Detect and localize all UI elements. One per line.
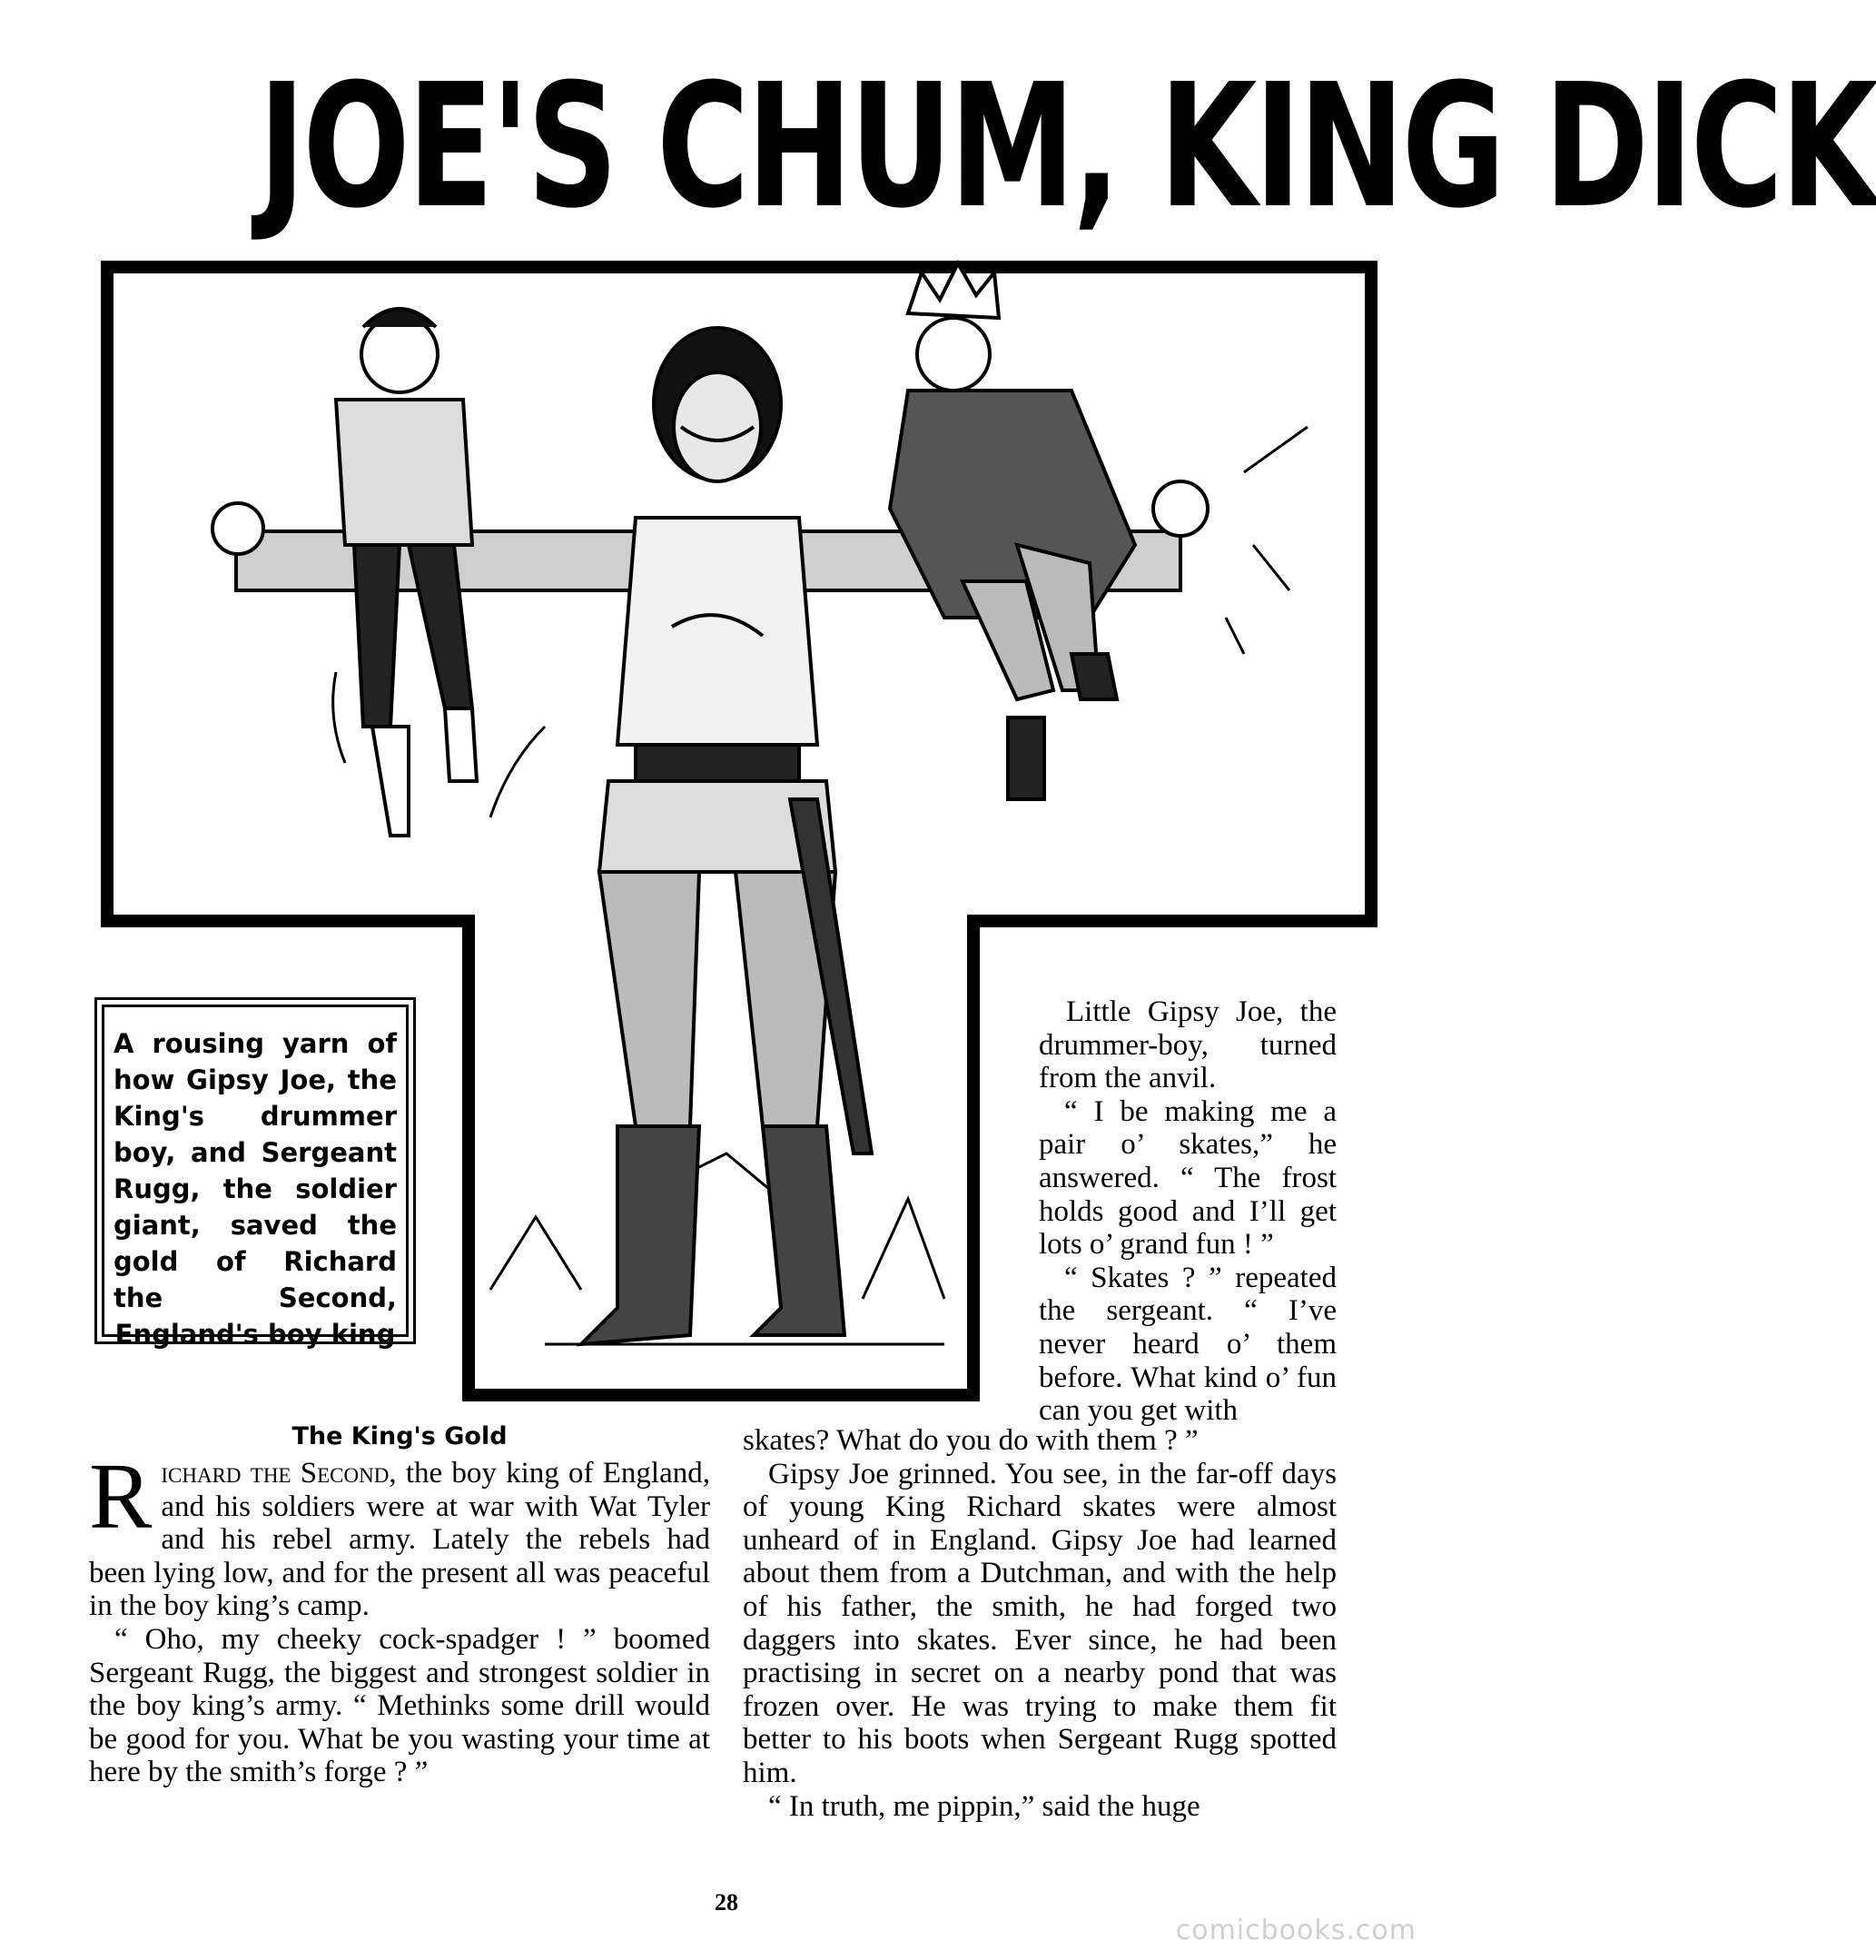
page-title: JOE'S CHUM, KING DICK — [258, 47, 1876, 246]
right-column-top — [1039, 995, 1337, 1428]
right-column-bottom — [743, 1417, 1337, 1823]
small-caps-lead: ichard the Second — [161, 1457, 390, 1490]
paragraph: Little Gipsy Joe, the drummer-boy, turned from the anvil. — [1039, 995, 1337, 1095]
paragraph: “ I be making me a pair o’ skates,” he answered. “ The frost holds good and I’ll get lots o’ grand fun ! ” — [1039, 1094, 1337, 1262]
intro-blurb: A rousing yarn of how Gipsy Joe, the King's drummer boy, and Sergeant Rugg, the soldier giant, saved the gold of Richard the Second, England's boy king — [102, 1005, 409, 1337]
paragraph: “ Skates ? ” repeated the sergeant. “ I’ve never heard o’ them before. What kind o’ fun can you get with — [1039, 1261, 1337, 1428]
section-heading: The King's Gold — [291, 1422, 508, 1450]
paragraph — [89, 1444, 711, 1623]
page-number: 28 — [715, 1889, 738, 1915]
left-column — [89, 1417, 710, 1789]
paragraph: Gipsy Joe grinned. You see, in the far-off days of young King Richard skates were almost unheard of in England. Gipsy Joe had learned about them from a Dutchman, and with the help of his father, the smith, he had forged two daggers into skates. Ever since, he had been practising in secret on a nearby pond that was frozen over. He was trying to make them fit better to his boots when Sergeant Rugg spotted him. — [743, 1457, 1337, 1789]
paragraph: “ In truth, me pippin,” said the huge — [768, 1789, 1200, 1823]
watermark: comicbooks.com — [1175, 1915, 1417, 1946]
drop-cap: R — [89, 1444, 153, 1549]
paragraph: skates? What do you do with them ? ” — [743, 1424, 1199, 1457]
paragraph: “ Oho, my cheeky cock-spadger ! ” boomed Sergeant Rugg, the biggest and strongest soldier in the boy king’s army. “ Methinks some drill would be good for you. What be you wasting your time at here by the smith’s forge ? ” — [89, 1622, 710, 1789]
paragraph-text: , the boy king of England, and his soldiers were at war with Wat Tyler and his rebel army. Lately the rebels had been lying low, and for the present all was peaceful in the boy king’s camp. — [89, 1457, 711, 1623]
